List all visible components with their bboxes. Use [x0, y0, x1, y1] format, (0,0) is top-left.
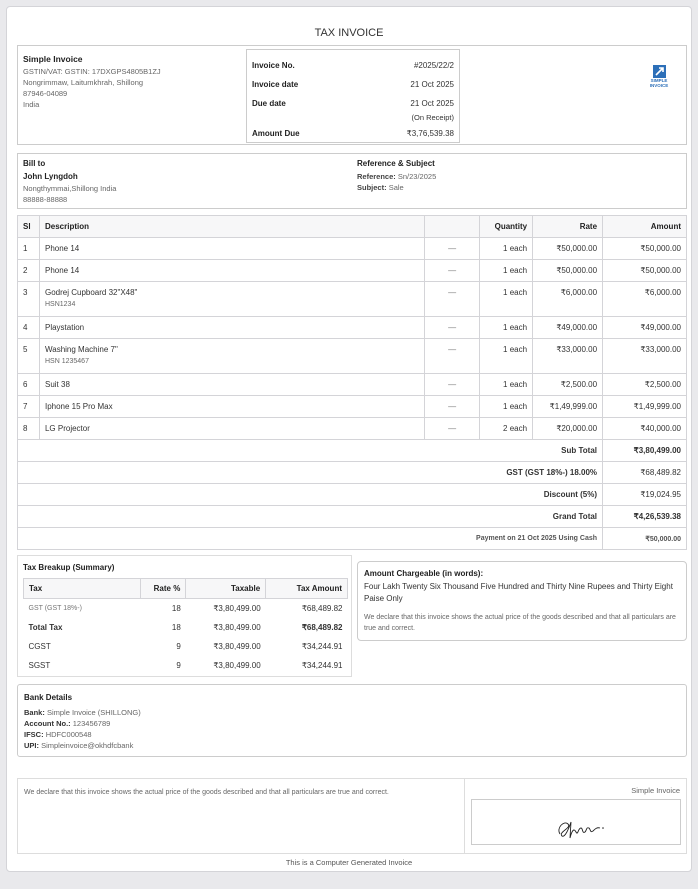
total-row: Discount (5%) ₹19,024.95 [18, 484, 687, 506]
table-row: 4 Playstation — 1 each ₹49,000.00 ₹49,000.00 [18, 317, 687, 339]
invoice-meta: Invoice No. #2025/22/2 Invoice date 21 Oct 2025 Due date 21 Oct 2025 (On Receipt) Amount Due ₹3,76,539.38 [246, 49, 460, 143]
footer-declaration-section [17, 778, 687, 854]
tax-breakup-section [17, 555, 352, 677]
bank-details-title: Bank Details [24, 693, 73, 702]
table-row: 6 Suit 38 — 1 each ₹2,500.00 ₹2,500.00 [18, 374, 687, 396]
seller-phone: 87946-04089 [23, 89, 68, 98]
table-row: 2 Phone 14 — 1 each ₹50,000.00 ₹50,000.00 [18, 260, 687, 282]
footer-declaration: We declare that this invoice shows the actual price of the goods described and that all particulars are true and correct. [24, 789, 389, 796]
table-row: 7 Iphone 15 Pro Max — 1 each ₹1,49,999.00 ₹1,49,999.00 [18, 396, 687, 418]
total-row: GST (GST 18%-) 18.00% ₹68,489.82 [18, 462, 687, 484]
invoice-header [17, 45, 687, 145]
items-table [17, 215, 687, 550]
tax-row: Total Tax 18 ₹3,80,499.00 ₹68,489.82 [28, 622, 343, 632]
table-row: 1 Phone 14 — 1 each ₹50,000.00 ₹50,000.00 [18, 238, 687, 260]
table-row: 5 Washing Machine 7" HSN 1235467 — 1 each ₹33,000.00 ₹33,000.00 [18, 339, 687, 374]
tax-breakup-title: Tax Breakup (Summary) [23, 563, 115, 572]
tax-breakup-table: Tax Rate % Taxable Tax Amount GST (GST 18%-) 18 ₹3,80,499.00 ₹68,489.82 Total Tax 18 ₹3,80,499.00 ₹68,489.82 CGST 9 ₹3,80,499.00 ₹34,244.91 SGST 9 ₹3,80,499.00 ₹34,244.91 [23, 578, 348, 675]
computer-generated-note: This is a Computer Generated Invoice [285, 858, 413, 867]
seller-gstin: GSTIN/VAT: GSTIN: 17DXGPS4805B1ZJ [23, 67, 161, 76]
amount-words-declaration: We declare that this invoice shows the actual price of the goods described and that all particulars are true and correct. [364, 614, 676, 632]
logo-arrow-icon [653, 65, 666, 78]
seller-address: Nongrimmaw, Laitumkhrah, Shillong [23, 78, 144, 87]
upi-row: UPI: Simpleinvoice@okhdfcbank [24, 741, 134, 750]
signature-icon [472, 800, 682, 846]
seller-country: India [23, 100, 40, 109]
amount-in-words-box [357, 561, 687, 641]
signature-box [471, 799, 681, 845]
page-title: TAX INVOICE [314, 27, 384, 39]
customer-address: Nongthymmai,Shillong India [23, 184, 117, 193]
ifsc-row: IFSC: HDFC000548 [24, 730, 92, 739]
items-header-row: Sl Description Quantity Rate Amount [18, 216, 687, 238]
bill-to-label: Bill to [23, 159, 46, 168]
table-row: 8 LG Projector — 2 each ₹20,000.00 ₹40,000.00 [18, 418, 687, 440]
subject-row: Subject: Sale [357, 183, 404, 192]
total-row: Sub Total ₹3,80,499.00 [18, 440, 687, 462]
customer-name: John Lyngdoh [23, 172, 78, 181]
table-row: 3 Godrej Cupboard 32"X48" HSN1234 — 1 each ₹6,000.00 ₹6,000.00 [18, 282, 687, 317]
tax-row: SGST 9 ₹3,80,499.00 ₹34,244.91 [28, 660, 343, 670]
seller-name: Simple Invoice [23, 54, 83, 64]
bank-details-section [17, 684, 687, 757]
payment-row: Payment on 21 Oct 2025 Using Cash ₹50,000.00 [18, 528, 687, 550]
simple-invoice-logo: SIMPLE INVOICE [649, 65, 669, 89]
account-no-row: Account No.: 123456789 [24, 719, 111, 728]
bill-to-section [17, 153, 687, 209]
seller-block [23, 54, 161, 110]
footer-company: Simple Invoice [631, 786, 680, 795]
bank-name-row: Bank: Simple Invoice (SHILLONG) [24, 708, 141, 717]
tax-row: GST (GST 18%-) 18 ₹3,80,499.00 ₹68,489.82 [28, 603, 343, 613]
reference-label: Reference & Subject [357, 159, 435, 168]
amount-words-title: Amount Chargeable (in words): [364, 569, 484, 578]
invoice-sheet [6, 6, 692, 872]
reference-row: Reference: Sn/23/2025 [357, 172, 437, 181]
tax-row: CGST 9 ₹3,80,499.00 ₹34,244.91 [28, 641, 343, 651]
amount-words-text: Four Lakh Twenty Six Thousand Five Hundred and Thirty Nine Rupees and Thirty Eight Paise Only [364, 582, 673, 603]
total-row: Grand Total ₹4,26,539.38 [18, 506, 687, 528]
customer-phone: 88888-88888 [23, 195, 68, 204]
